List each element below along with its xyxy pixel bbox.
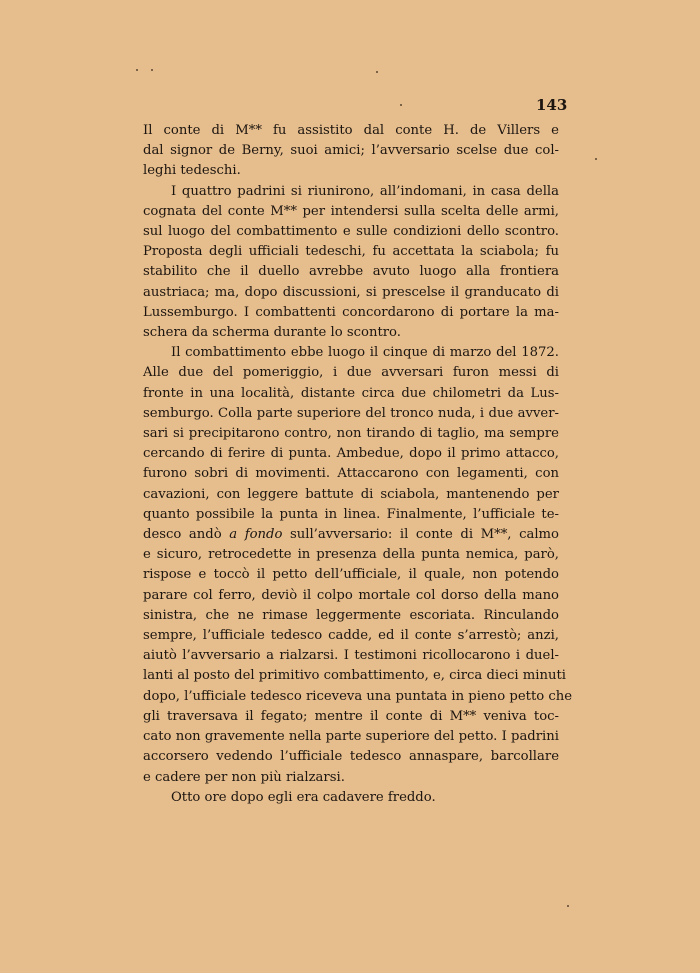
text-line: sari si precipitarono contro, non tirando di taglio, ma sempre bbox=[143, 426, 559, 442]
text-line: sempre, l’ufficiale tedesco cadde, ed il conte s’arrestò; anzi, bbox=[143, 628, 559, 644]
text-line: Lussemburgo. I combattenti concordarono di portare la ma- bbox=[143, 304, 559, 320]
text-line: fronte in una località, distante circa due chilometri da Lus- bbox=[143, 385, 559, 401]
text-line: rispose e toccò il petto dell’ufficiale, il quale, non potendo bbox=[143, 567, 559, 583]
paper-speck bbox=[151, 69, 153, 71]
italic-phrase: a fondo bbox=[229, 527, 283, 543]
text-line: cato non gravemente nella parte superiore del petto. I padrini bbox=[143, 729, 559, 745]
body-text bbox=[143, 121, 573, 808]
text-line: aiutò l’avversario a rialzarsi. I testimoni ricollocarono i duel- bbox=[143, 648, 559, 664]
paper-speck bbox=[376, 71, 378, 73]
text-line: Il conte di M** fu assistito dal conte H. de Villers e bbox=[143, 123, 559, 138]
text-line: parare col ferro, deviò il colpo mortale col dorso della mano bbox=[143, 587, 559, 603]
text-line: quanto possibile la punta in linea. Finalmente, l’ufficiale te- bbox=[143, 506, 559, 522]
text-line: stabilito che il duello avrebbe avuto luogo alla frontiera bbox=[143, 264, 559, 280]
text-line: Proposta degli ufficiali tedeschi, fu accettata la sciabola; fu bbox=[143, 244, 559, 260]
text-line: schera da scherma durante lo scontro. bbox=[143, 325, 401, 341]
page-number: 143 bbox=[536, 96, 568, 114]
text-line: e sicuro, retrocedette in presenza della punta nemica, parò, bbox=[143, 547, 559, 563]
text-line: Il combattimento ebbe luogo il cinque di marzo del 1872. bbox=[171, 345, 559, 361]
text-line: dal signor de Berny, suoi amici; l’avversario scelse due col- bbox=[143, 143, 559, 159]
text-line: cognata del conte M** per intendersi sulla scelta delle armi, bbox=[143, 203, 559, 219]
text-line: accorsero vedendo l’ufficiale tedesco annaspare, barcollare bbox=[143, 749, 559, 765]
text-line: semburgo. Colla parte superiore del tronco nuda, i due avver- bbox=[143, 405, 559, 421]
text-line: e cadere per non più rialzarsi. bbox=[143, 769, 345, 785]
text-line: cercando di ferire di punta. Ambedue, dopo il primo attacco, bbox=[143, 446, 559, 462]
text-line: sinistra, che ne rimase leggermente escoriata. Rinculando bbox=[143, 607, 559, 623]
text-line: gli traversava il fegato; mentre il conte di M** veniva toc- bbox=[143, 708, 559, 724]
paper-speck bbox=[567, 905, 569, 907]
text-line: dopo, l’ufficiale tedesco riceveva una puntata in pieno petto che bbox=[143, 688, 573, 704]
text-line: furono sobri di movimenti. Attaccarono con legamenti, con bbox=[143, 466, 559, 482]
text-line: leghi tedeschi. bbox=[143, 163, 241, 179]
text-line: cavazioni, con leggere battute di sciabola, mantenendo per bbox=[143, 486, 559, 502]
text-line: desco andò a fondo sull’avversario: il conte di M**, calmo bbox=[143, 527, 559, 543]
paper-speck bbox=[595, 158, 597, 160]
text-line: sul luogo del combattimento e sulle condizioni dello scontro. bbox=[143, 224, 559, 240]
paper-speck bbox=[400, 104, 402, 106]
text-line: Alle due del pomeriggio, i due avversari furon messi di bbox=[143, 365, 559, 381]
paper-speck bbox=[136, 69, 138, 71]
text-line: austriaca; ma, dopo discussioni, si prescelse il granducato di bbox=[143, 284, 559, 300]
text-line: I quattro padrini si riunirono, all’indomani, in casa della bbox=[171, 183, 559, 199]
text-line: lanti al posto del primitivo combattimento, e, circa dieci minuti bbox=[143, 668, 566, 684]
text-line: Otto ore dopo egli era cadavere freddo. bbox=[171, 789, 436, 805]
